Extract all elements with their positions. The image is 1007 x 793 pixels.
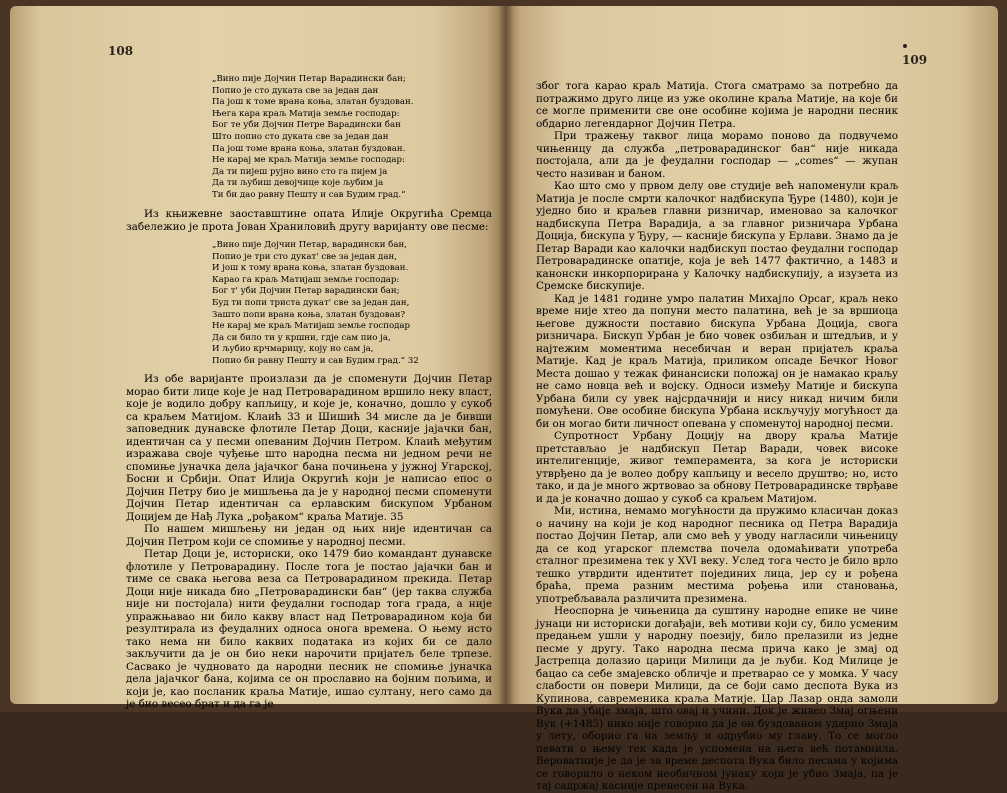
verse-line: Не карај ме краљ Матијаш земље господар: [212, 321, 411, 332]
body-text-1: Из обе варијанте произлази да је споменути Дојчин Петар морао бити лице које је над Петроварадином вршило неку власт, које је водило добру капљицу, и које је, коначно, дошло у сукоб са краљем Матијом. Клаић 33 и Шишић 34 мисле да је бивши заповедник дунавске флотиле Петар Доци, касније јајачки бан, идентичан са у песми опеваним Дојчин Петром. Клаић међутим изражава своје чуђење што народна песма ни једном речи не спомиње јуначка дела јајачког бана почињена у јужној Угарској, Босни и Србији. Опат Илија Округић који је написао епос о Дојчин Петру био је мишљења да је у народној песми споменути Дојчин Петар идентичан са ерлавским бискупом Урбаном Доцијем де Нађ Лука „рођаком“ краља Матије. 35: [126, 373, 492, 523]
right-text-1: због тога карао краљ Матија. Стога сматрамо за потребно да потражимо друго лице из уже околине краља Матије, на које би се могле применити све оне особине којима је народни песник обдарио легендарног Дојчин Петра.: [536, 80, 898, 130]
verse-line: Попио је сто дуката све за један дан: [212, 85, 379, 96]
verse-line: Не карај ме краљ Матија земље господар:: [212, 155, 405, 166]
right-page-number: 109: [902, 53, 928, 67]
verse-line: „Вино пије Дојчин Петар, варадински бан,: [212, 240, 407, 250]
intro-text: Из књижевне заоставштине опата Илије Округића Сремца забележио је прота Јован Храниловић другу варијанту ове песме:: [126, 208, 492, 233]
right-text-5: Супротност Урбану Доцију на двору краља Матије претстављао је надбискуп Петар Варади, човек високе интелигенције, живог темперамента, за кога је историски утврђено да је волео добру капљицу и весело друштво; но, исто тако, и да је много жртвовао за обнову Петроварадинске тврђаве и да је коначно дошао у сукоб са краљем Матијом.: [536, 430, 898, 505]
verse-line: И још к тому врана коња, златан буздован.: [212, 263, 409, 274]
verse-line: Па још к томе врана коња, златан буздован.: [212, 97, 414, 108]
verse-line: Бог т' уби Дојчин Петар варадински бан;: [212, 286, 400, 297]
verse-line: Ти би дао равну Пешту и сав Будим град.“: [212, 189, 406, 200]
right-text-4: Кад је 1481 године умро палатин Михајло Орсаг, краљ неко време није хтео да попуни место палатина, већ је за вршиоца његове дужности поставио бискупа Урбана Доција, свога ризничара. Бискуп Урбан је био човек озбиљан и штедљив, и у најтежим моментима несебичан и веран пријатељ краља Матије. Кад је краљ Матија, приликом опсаде Бечког Новог Места дошао у тежак финансиски положај он је намакао краљу не само новца већ и војску. Односи између Матије и бискупа Урбана били су увек најсрдачнији и нису никад ничим били помућени. Ове особине бискупа Урбана искључују могућност да би он могао бити личност опевана у споменутој народној песми.: [536, 292, 898, 430]
poem-variant-1: [212, 74, 482, 202]
right-text-3: Као што смо у првом делу ове студије већ напоменули краљ Матија је после смрти калочког надбискупа Ђуре (1480), који је уједно био и краљев главни ризничар, именовао за калочког надбискупа Петра Варадија, а за главног ризничара Урбана Доција, бискупа у Ђуру, — касније бискупа у Ерлави. Знамо да је Петар Варади као калочки надбискуп постао феудални господар Петроварадинске опатије, која је већ 1477 фактично, а 1483 и канонски инкорпорирана у Калочку надбискупију, а изузета из Сремске бискупије.: [536, 180, 898, 292]
body-text-2: По нашем мишљењу ни један од њих није идентичан са Дојчин Петром који се спомиње у народној песми.: [126, 523, 492, 548]
book-gutter: [498, 6, 514, 704]
verse-line: Зашто попи врана коња, златан буздован?: [212, 309, 406, 320]
verse-line: Карао га краљ Матијаш земље господар:: [212, 274, 400, 285]
right-text-2: При тражењу таквог лица морамо поново да подвучемо чињеницу да служба „петроварадинског бан“ није никада постојала, али да је феудални господар — „comes“ — жупан често називан и баном.: [536, 130, 898, 180]
verse-line: Бог те уби Дојчин Петре Варадински бан: [212, 120, 401, 131]
verse-line: Буд ти попи триста дукат' све за један дан,: [212, 297, 410, 308]
right-text-7: Неоспорна је чињеница да суштину народне епике не чине јунаци ни историски догађаји, већ мотиви који су, било усменим предањем ушли у народну поезију, било прелазили из једне песме у другу. Тако народна песма прича како је змај од Јастрепца долазио царици Милици да је љуби. Код Милице је бацао са себе змајевско обличје и претварао се у момка. У часу слабости он повери Милици, да се боји само деспота Вука из Купинова, савременика краља Матије. Цар Лазар онда замоли Вука да убије змаја, што овај и учини. Док је живео Змај огњени Вук (+1485) нико није говорио да је он буздованом ударио Змаја у лету, оборио га на земљу и одрубио му главу. То се могло певати о њему тек када је успомена на њега већ потамнила. Вероватније је да је за време деспота Вука било песама у којима се говорило о неком необичном јунаку који је убио Змаја, па је тај садржај касније пренесен на Вука.: [536, 605, 898, 792]
body-text-3: Петар Доци је, историски, око 1479 био командант дунавске флотиле у Петроварадину. После тога је постао јајачки бан и тиме се свака његова веза са Петроварадином прекида. Петар Доци није никада био „Петроварадински бан“ (јер таква служба није ни постојала) нити феудални господар тога града, а није упражњавао ни било какву власт над Петроварадином која би резултирала из феудалних односа оногa времена. О њему исто тако нема ни било каквих података из којих би се дало закључити да је он био неки нарочити пријатељ беле трпезе. Сасвако је чудновато да народни песник не спомиње јуначка дела јајачког бана, којима се он прославио на бојним пољима, и који је, као посланик краља Матије, ишао султану, него само да је био весео брат и да га је: [126, 548, 492, 710]
verse-line: Што попио сто дуката све за један дан: [212, 131, 389, 142]
right-paragraph-body: [536, 80, 898, 793]
verse-line: Да си било ти у кршни, гдје сам пио ја,: [212, 332, 391, 343]
ink-dot: [903, 44, 907, 48]
left-paragraph-body: [126, 373, 492, 711]
verse-line: „Вино пије Дојчин Петар Варадински бан;: [212, 74, 406, 84]
verse-line: Њега кара краљ Матија земље господар:: [212, 108, 400, 119]
left-page-number: 108: [108, 44, 134, 58]
poem-variant-2: [212, 240, 492, 368]
right-text-6: Ми, истина, немамо могућности да пружимо класичан доказ о начину на који је код народног песника од Петра Варадија постао Дојчин Петар, али смо већ у уводу нагласили чињеницу да се код угарског племства почела одомаћивати употреба сталног презимена тек у XVI веку. Услед тога често је било врло тешко утврдити идентитет појединих лица, јер су и рођена браћа, према разним местима рођења или становања, употребљавала различита презимена.: [536, 505, 898, 605]
verse-line: Попио је три сто дукат' све за један дан,: [212, 251, 397, 262]
verse-line: И љубио крчмарицу, коју но сам ја,: [212, 344, 374, 355]
verse-line: Попио би равну Пешту и сав Будим град.“ 32: [212, 355, 419, 366]
verse-line: Да ти љубиш девојчице које љубим ја: [212, 178, 384, 189]
left-paragraph-intro: [126, 208, 492, 233]
verse-line: Да ти пијеш рујно вино сто га пијем ја: [212, 166, 388, 177]
verse-line: Па још томе врана коња, златан буздован.: [212, 143, 406, 154]
